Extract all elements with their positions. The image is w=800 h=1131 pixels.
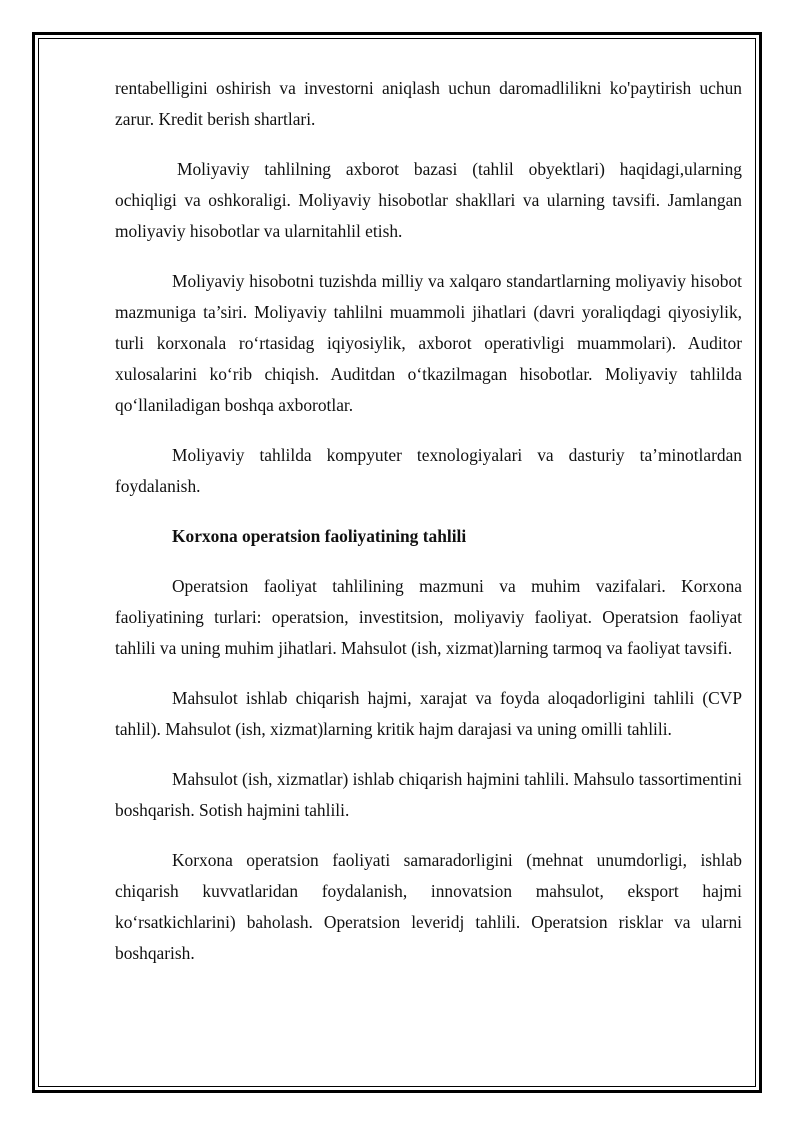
- paragraph-information-base: Moliyaviy tahlilning axborot bazasi (tahlil obyektlari) haqidagi,ularning ochiqligi va oshkoraligi. Moliyaviy hisobotlar shakllari va ularning tavsifi. Jamlangan moliyaviy hisobotlar va ularnitahlil etish.: [115, 159, 742, 241]
- paragraph-operational-analysis: Operatsion faoliyat tahlilining mazmuni va muhim vazifalari. Korxona faoliyatining turlari: operatsion, investitsion, moliyaviy faoliyat. Operatsion faoliyat tahlili va uning muhim jihatlari. Mahsulot (ish, xizmat)larning tarmoq va faoliyat tavsifi.: [115, 576, 742, 658]
- paragraph-computer-technologies: Moliyaviy tahlilda kompyuter texnologiyalari va dasturiy ta’minotlardan foydalanish.: [115, 445, 742, 496]
- paragraph-production-volume: Mahsulot (ish, xizmatlar) ishlab chiqarish hajmini tahlili. Mahsulo tassortimentini boshqarish. Sotish hajmini tahlili.: [115, 769, 742, 820]
- section-heading: Korxona operatsion faoliyatining tahlili: [172, 526, 467, 546]
- document-body: [115, 73, 742, 988]
- paragraph-efficiency: Korxona operatsion faoliyati samaradorligini (mehnat unumdorligi, ishlab chiqarish kuvvatlaridan foydalanish, innovatsion mahsulot, eksport hajmi ko‘rsatkichlarini) baholash. Operatsion leveridj tahlili. Operatsion risklar va ularni boshqarish.: [115, 850, 742, 963]
- paragraph-standards: Moliyaviy hisobotni tuzishda milliy va xalqaro standartlarning moliyaviy hisobot mazmuniga ta’siri. Moliyaviy tahlilni muammoli jihatlari (davri yoraliqdagi qiyosiylik, turli korxonala ro‘rtasidag iqiyosiylik, axborot operativligi muammolari). Auditor xulosalarini ko‘rib chiqish. Auditdan o‘tkazilmagan hisobotlar. Moliyaviy tahlilda qo‘llaniladigan boshqa axborotlar.: [115, 271, 742, 415]
- paragraph-cvp-analysis: Mahsulot ishlab chiqarish hajmi, xarajat va foyda aloqadorligini tahlili (CVP tahlil). Mahsulot (ish, xizmat)larning kritik hajm darajasi va uning omilli tahlili.: [115, 688, 742, 739]
- paragraph-continuation: rentabelligini oshirish va investorni aniqlash uchun daromadlilikni ko'paytirish uchun zarur. Kredit berish shartlari.: [115, 78, 742, 129]
